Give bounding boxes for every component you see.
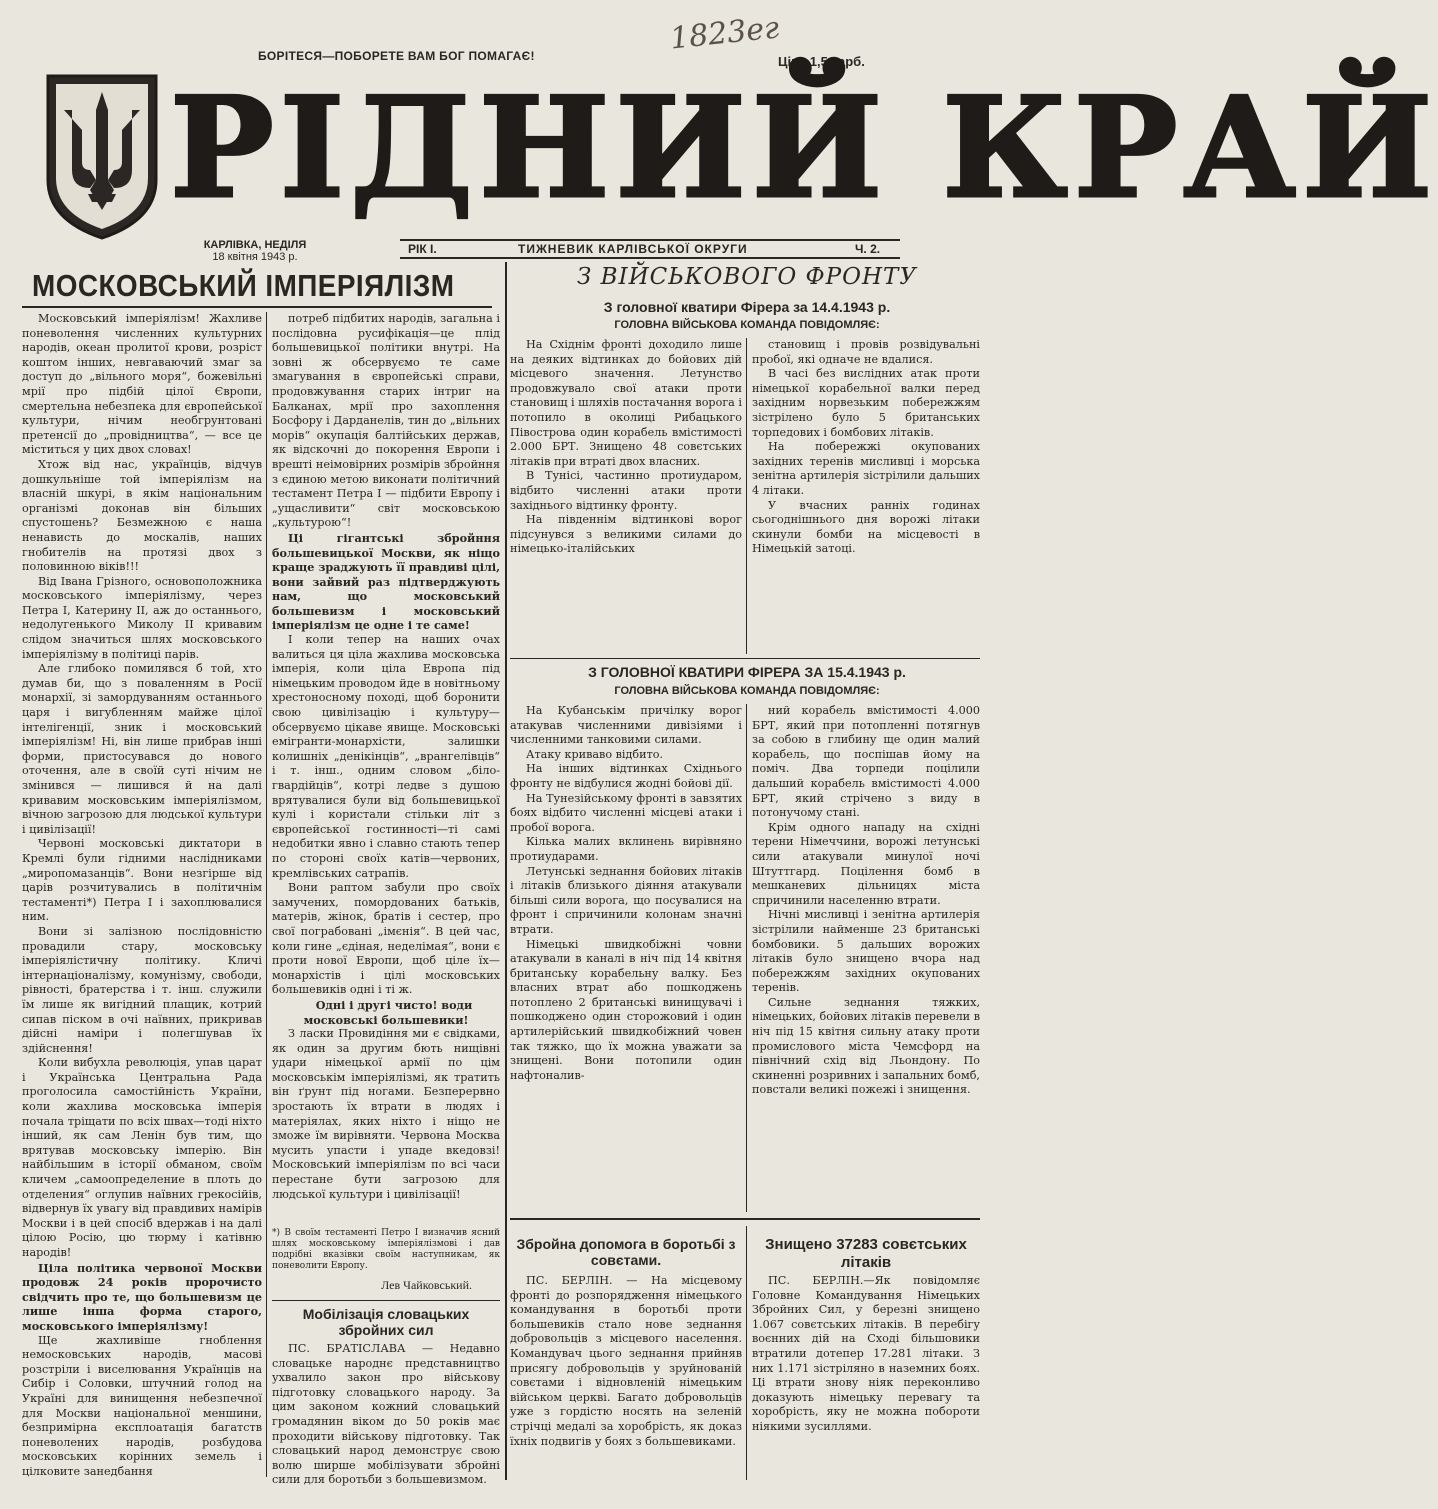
place-date: КАРЛІВКА, НЕДІЛЯ [203, 239, 307, 251]
mobilization-text: ПС. БРАТІСЛАВА — Недавно словацьке народнє представництво ухвалило закон про військову підготовку словацького народу. За цим законом кожний словацький громадянин віком до 50 років має проходити військову підготовку. Так словацький народ демонструє свою волю ширше мобілізувати збройні сили для боротьби з большевизмом. [272, 1342, 500, 1487]
footnote: *) В своїм тестаменті Петро I визначив ясний шлях московському імперіялізмові і дав подрібні вказівки своїм наступникам, як поневолити Европу. [272, 1228, 500, 1271]
report1-subtitle: ГОЛОВНА ВІЙСЬКОВА КОМАНДА ПОВІДОМЛЯЄ: [614, 319, 880, 331]
report1-title: З головної кватири Фірера за 14.4.1943 р. [603, 299, 891, 315]
issue-date: 18 квітня 1943 р. [212, 251, 298, 263]
article-col-1: Московський імперіялізм! Жахливе поневолення численних культурних народів, океан пролитої крови, розріст коштом інших, невгаваючий змаг за доступ до „вільного моря“, божевільні мрії про підбій цілої Європи, смертельна небезпека для європейської культури, нічим необгрунтовані претенсії до „провідництва“, — все це міститься у цих двох словах! Хтож від нас, українців, відчув дошкульніше той імперіялізм на власній шкурі, в якім національним організмі доконав він більших спустошень? Безмежною є наша ненависть до москалів, наших гнобителів на протязі двох з половинною віків!!! Від Івана Грізного, основоположника московського імперіялізму, через Петра I, Катерину II, аж до останнього, недолугенького Миколу II кривавим слідом значиться шлях московського імперіялізму в політиці парів. Але глибоко помилявся б той, хто думав би, що з поваленням в Росії монархії, зі замордуванням останнього царя і вигубленням майже цілої інтелігенції, зник і московський імперіялізм! Ні, він лише прибрав інші форми, пристосувався до нового оточення, але в своїй суті нічим не змінився — лишився й на далі кривавим московським імперіялізмом, вічною загрозою для людської культури і цивілізації! Червоні московські диктатори в Кремлі були гідними наслідниками „миропомазанців“. Вони незгірше від царів розчитувались в політичнім тестаменті*) Петра I і захоплювалися ним. Вони зі залізною послідовністю провадили стару, московську імперіялістичну політику. Кличі інтернаціоналізму, комунізму, свободи, рівності, братерства і т. інш. служили їм лише як вигідний плащик, котрий сипав піском в очі наївних, прикривав дійсні наміри і полегшував їх здійснення! Коли вибухла революція, упав царат і Українська Центральна Рада проголосила самостійність України, коли жахлива московська імперія почала тріщати по всіх швах—тоді ніхто інший, як сам Ленін був тим, що врятував московську імперію. Він найбільшим в історії обманом, своїм кличем „самоопределение в плоть до отделения“ оглупив наївних грекосійів, відвернув їх увагу від правдивих намірів Москви і в цей спосіб вдержав і на далі цілою Росію, цю тюрму і катівню народів! Ціла політика червоної Москви продовж 24 років пророчисто свідчить про те, що большевизм це лише інша форма старого, московського імперіялізму! Ще жахливіше гноблення немосковських народів, масові розстріли і виселювання Українців на Сибір і Соловки, штучний голод на Україні для винищення небезпечної для Москви національної меншини, безпримірна експлоатація багатств поневолених народів, розбудова московських корінних земель і цілковите занедбання [22, 312, 262, 1478]
newspaper-title: РІДНИЙ КРАЙ [170, 66, 1438, 229]
report2-col-1: На Кубанськім причілку ворог атакував численними дивізіями і численними танковими силами. Атаку криваво відбито. На інших відтинках Східнього фронту не відбулися жодні бойові дії. На Тунезійському фронті в завзятих боях відбито численні місцеві атаки і пробої ворога. Кілька малих вклинень вирівняно протиударами. Летунські зеднання бойових літаків і літаків близького діяння атакували більші сили ворога, що посувалися на фронт і спричинили колонам значні втрати. Німецькі швидкобіжні човни атакували в каналі в ніч під 14 квітня британську корабельну валку. Без власних втрат або пошкоджень потоплено 2 британські винищувачі і пошкоджено один сторожовий і один артилерійський швидкобіжний човен так тяжко, що їх можна уважати за знищені. Вони потопили один нафтоналив- [510, 704, 742, 1082]
trident-emblem-icon [42, 70, 162, 242]
motto: БОРІТЕСЯ—ПОБОРЕТЕ ВАМ БОГ ПОМАГАЄ! [258, 49, 535, 63]
report2-col-2: ний корабель вмістимості 4.000 БРТ, який при потопленні потягнув за собою в глибину ще один малий корабель, що поспішав йому на поміч. Два торпеди поцілили дальший корабель вмістимості 4.000 БРТ, який стрічено з виду в потонучому стані. Крім одного нападу на східні терени Німеччини, ворожі летунські сили атакували минулої ночі Штуттгард. Поцілення бомб в мешканевих дільницях міста спричинили населенню втрати. Нічні мисливці і зенітна артилерія зістрілили найменше 23 британські бомбовики. 5 дальших ворожих літаків було знищено вчора над побережжям західних окупованих теренів. Сильне зеднання тяжких, німецьких, бойових літаків перевели в ніч під 15 квітня сильну атаку проти промислового міста Чемсфорд на північний схід від Льондону. По скиненні розривних і запальних бомб, повстали великі пожежі і знищення. [752, 704, 980, 1097]
masthead-bar [400, 239, 900, 259]
issue-number: Ч. 2. [855, 242, 881, 256]
war-front-headline: З ВІЙСЬКОВОГО ФРОНТУ [576, 264, 918, 290]
article-headline: МОСКОВСЬКИЙ ІМПЕРІЯЛІЗМ [32, 268, 455, 303]
aid-headline: Збройна допомога в боротьбі з совєтами. [516, 1236, 736, 1268]
year: РІК I. [408, 242, 437, 256]
report2-subtitle: ГОЛОВНА ВІЙСЬКОВА КОМАНДА ПОВІДОМЛЯЄ: [614, 685, 880, 697]
report1-col-2: становищ і провів розвідувальні пробої, які одначе не вдалися. В часі без вислідних атак проти німецької корабельної валки перед західним норвезьким побережжям зістрілено було 5 британських торпедових і бомбових літаків. На побережжі окупованих західних теренів мисливці і морська зенітна артилерія зістрілили дальших 4 літаки. У вчасних ранніх годинах сьогоднішнього дня ворожі літаки скинули бомби на місцевості в Німецькій затоці. [752, 338, 980, 556]
report2-title: З ГОЛОВНОЇ КВАТИРИ ФІРЕРА ЗА 15.4.1943 р. [588, 664, 906, 680]
price: Ціна 1,5 карб. [778, 54, 865, 69]
article-col-2: потреб підбитих народів, загальна і послідовна русифікація—це плід большевицької політики внутрі. На зовні ж обсервуємо те саме змагування в європейські справи, продовжування старих інтриг на Балканах, мрії про захоплення Босфору і Дарданелів, тин до „вільних морів“ окупація балтійських держав, як відскочні до покорення Европи і врешті неімовірних розмірів збройння з єдиною метою виконати політичний тестамент Петра I — підбити Европу і „ущасливити“ світ московською „культурою“! Ці гігантські збройння большевицької Москви, як ніщо краще зраджують її правдиві цілі, вони зайвий раз підтверджують нам, що московський большевизм і московський імперіялізм це одне і те саме! І коли тепер на наших очах валиться ця ціла жахлива московська імперія, коли ціла Европа під німецьким проводом йде в новітньому хрестоносному поході, щоб боронити свою цивілізацію і культуру—обсервуємо цікаве явище. Московські емігранти-монархісти, залишки колишніх „денікінців“, „врангелівців“ і т. інш., одним словом „біло-гвардійців“, котрі ледве з душою врятувалися були від большевицької кулі і користали стільки літ з європейської гостинності—ті самі недобитки явно і славно стають тепер по стороні своїх катів—червоних, кремлівських сатрапів. Вони раптом забули про своїх замучених, помордованих батьків, матерів, жінок, братів і сестер, про свої пограбовані „імєнія“. В цей час, коли гине „єдіная, неделімая“, вони є проти нової Европи, щоб ціле їх—монархістів і цілі московських большевиків одні і ті ж. Одні і другі чисто! води московські большевики! З ласки Провидіння ми є свідками, як один за другим бють нищівні удари німецької армії по цім московськім імперіялізмі, як тратить він ґрунт під ногами. Безперервно зростають їх втрати в людях і матеріялах, яких ніхто і ніщо не зможе їм вирівняти. Червона Москва мусить упасти і упаде вкедовзі! Московський імперіялізм по всі часи перестане бути загрозою для людської культури і цивілізації! [272, 312, 500, 1201]
planes-text: ПС. БЕРЛІН.—Як повідомляє Головне Командування Німецьких Збройних Сил, у березні знищено 1.067 совєтських літаків. В перебігу воєнних дій на Сході більшовики втратили дотепер 17.281 літаки. З них 1.171 зістріляно в наземних боях. Ці втрати знову ніяк переконливо доказують німецьку перевагу та хоробрість, яку не можна побороти ніякими зусиллями. [752, 1274, 980, 1433]
planes-headline: Знищено 37283 совєтських літаків [765, 1236, 967, 1271]
report1-col-1: На Східнім фронті доходило лише на деяких відтинках до бойових дій місцевого значення. Летунство продовжувало свої атаки проти становищ і шляхів постачання ворога і потопило в околиці Рибацького Півострова один корабель вмістимості 2.000 БРТ. Знищено 48 совєтських літаків при втраті двох власних. В Тунісі, частинно протиударом, відбито численні атаки проти західнього відтинку фронту. На південнім відтинкові ворог підсунувся з великими силами до німецько-італійських [510, 338, 742, 556]
author-signature: Лев Чайковський. [381, 1278, 472, 1292]
subtitle: ТИЖНЕВИК КАРЛІВСЬКОЇ ОКРУГИ [518, 242, 748, 256]
dateline [185, 239, 325, 263]
aid-text: ПС. БЕРЛІН. — На місцевому фронті до розпорядження німецького командування в боротьбі проти большевиків стало нове зеднання добровольців з місцевого населення. Командувач цього зеднання прийняв присягу добровольців у зруйнованій совєтами і відновленій німецьким військом церкві. Багато добровольців уже з гордістю носять на зеленій стрічці медалі за хоробрість, як доказ їхніх подвигів у боях з большевиками. [510, 1274, 742, 1448]
handwritten-note: 1823ег [668, 10, 781, 57]
mobilization-headline: Мобілізація словацьких збройних сил [302, 1306, 470, 1338]
